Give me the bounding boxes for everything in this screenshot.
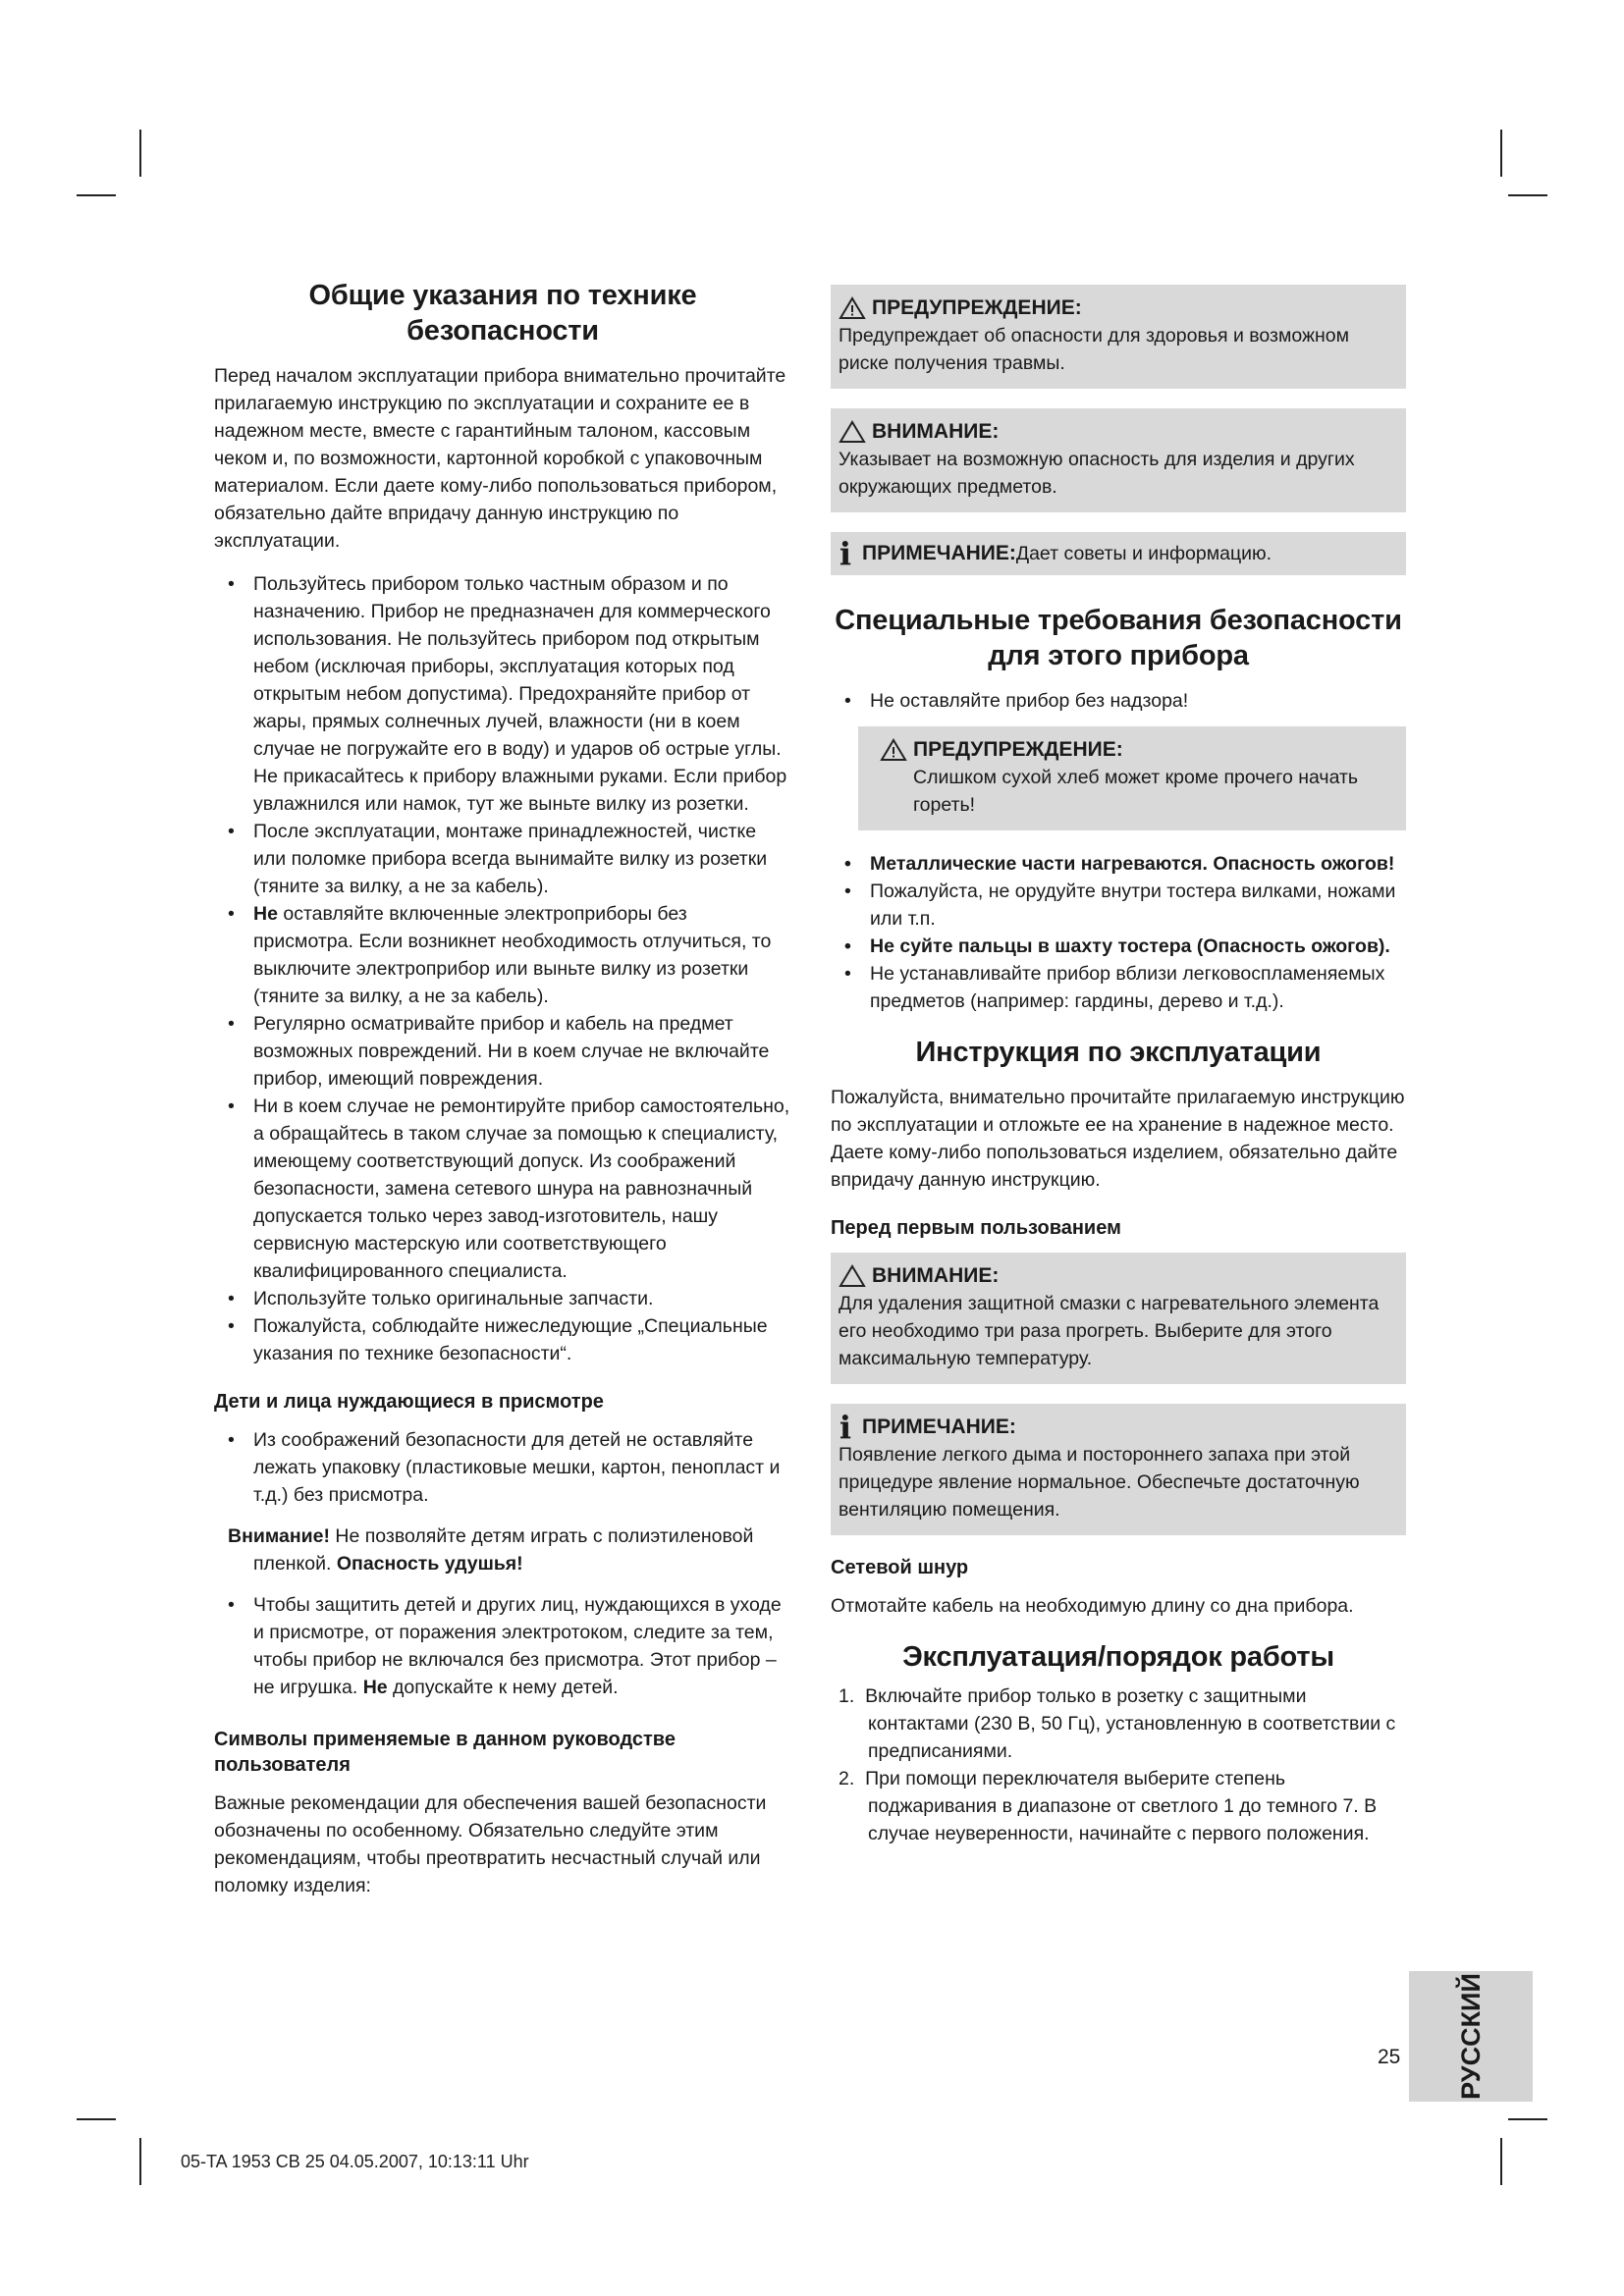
special-warning-box [858,726,1406,830]
list-item: • Не оставляйте включенные электроприборы без присмотра. Если возникнет необходимость отлучиться, то выключите электроприбор или выньте вилку из розетки (тяните за вилку, а не за кабель). [228,903,772,1007]
intro-paragraph: Перед началом эксплуатации прибора внимательно прочитайте прилагаемую инструкцию по эксплуатации и сохраните ее в надежном месте, вместе с гарантийным талоном, кассовым чеком и, по возможности, картонной коробкой с упаковочным материалом. Если даете кому-либо попользоваться прибором, обязательно дайте впридачу данную инструкцию по эксплуатации. [214,365,786,552]
note-head: ПРИМЕЧАНИЕ: [862,542,1016,564]
crop-mark [1508,194,1547,196]
symbols-paragraph: Важные рекомендации для обеспечения вашей безопасности обозначены по особенному. Обязательно следуйте этим рекомендациям, чтобы преотвратить несчастный случай или поломку изделия: [214,1792,767,1896]
warning-triangle-icon [839,296,866,320]
print-footer: 05-TA 1953 CB 25 04.05.2007, 10:13:11 Uhr [181,2152,529,2171]
first-use-heading: Перед первым пользованием [831,1217,1121,1239]
operation-steps [831,1682,1406,1847]
instructions-title: Инструкция по эксплуатации [915,1037,1322,1068]
instructions-paragraph: Пожалуйста, внимательно прочитайте прилагаемую инструкцию по эксплуатации и отложьте ее на хранение в надежное место. Даете кому-либо попользоваться изделием, обязательно дайте впридачу данную инструкцию. [831,1087,1405,1191]
list-item: • Пользуйтесь прибором только частным образом и по назначению. Прибор не предназначен для коммерческого использования. Не пользуйтесь прибором под открытым небом (исключая приборы, эксплуатация которых под открытым небом допустима). Предохраняйте прибор от жары, прямых солнечных лучей, влажности (ни в коем случае не погружайте его в воду) и ударов об острые углы. Не прикасайтесь к прибору влажными руками. Если прибор увлажнился или намок, тут же выньте вилку из розетки. [228,573,787,815]
page-number: 25 [1378,2046,1401,2068]
special-title-line1: Специальные требования безопасности [835,605,1402,636]
warning-triangle-icon [880,738,907,762]
list-item: 1. Включайте прибор только в розетку с защитными контактами (230 В, 50 Гц), установленную в соответствии с предписаниями. [839,1685,1396,1762]
warning-text: Предупреждает об опасности для здоровья и возможном риске получения травмы. [839,325,1350,374]
cord-heading: Сетевой шнур [831,1557,969,1578]
list-item: • Не оставляйте прибор без надзора! [844,690,1189,712]
warning-head: ПРЕДУПРЕЖДЕНИЕ: [872,296,1082,319]
crop-mark [77,2118,116,2120]
symbols-heading: Символы применяемые в данном руководстве пользователя [214,1729,676,1776]
list-item: • Ни в коем случае не ремонтируйте прибор самостоятельно, а обращайтесь в таком случае за помощью к специалисту, имеющему соответствующий допуск. Из соображений безопасности, замена сетевого шнура на равнозначный допускается только через завод-изготовитель, нашу сервисную мастерскую или соответствующего квалифицированного специалиста. [228,1095,790,1282]
right-column [831,285,1406,1847]
list-item: • Из соображений безопасности для детей не оставляйте лежать упаковку (пластиковые мешки, картон, пенопласт и т.д.) без присмотра. [228,1429,781,1506]
children-note: Внимание! Не позволяйте детям играть с полиэтиленовой пленкой. Опасность удушья! [228,1525,754,1575]
note-text: Дает советы и информацию. [1015,543,1272,564]
language-tab [1409,1971,1533,2102]
safety-bullet-list [214,570,791,1367]
list-item: • Пожалуйста, соблюдайте нижеследующие „Специальные указания по технике безопасности“. [228,1315,768,1364]
info-icon: i [839,535,852,572]
special-warning-head: ПРЕДУПРЕЖДЕНИЕ: [913,738,1123,761]
left-column [214,278,791,1899]
crop-mark [1500,130,1502,177]
list-item: • Не суйте пальцы в шахту тостера (Опасность ожогов). [844,935,1390,957]
crop-mark [139,2138,141,2185]
caution-triangle-icon [839,1264,866,1288]
note-box [831,532,1406,575]
operation-title: Эксплуатация/порядок работы [902,1641,1334,1673]
caution-text: Указывает на возможную опасность для изделия и других окружающих предметов. [839,449,1355,498]
info-icon: i [839,1409,852,1446]
language-tab-label: РУССКИЙ [1455,1973,1486,2100]
special-list-2 [831,850,1406,1015]
list-item: • Регулярно осматривайте прибор и кабель на предмет возможных повреждений. Ни в коем случае не включайте прибор, имеющий повреждения. [228,1013,770,1090]
first-use-caution-head: ВНИМАНИЕ: [872,1264,1000,1287]
crop-mark [77,194,116,196]
list-item: • Используйте только оригинальные запчасти. [228,1288,654,1309]
children-list [214,1426,791,1509]
children-heading: Дети и лица нуждающиеся в присмотре [214,1391,604,1413]
special-warning-text: Слишком сухой хлеб может кроме прочего начать гореть! [913,767,1359,816]
special-list [831,687,1406,715]
general-safety-title: Общие указания по технике безопасности [308,280,697,347]
caution-head: ВНИМАНИЕ: [872,420,1000,443]
first-use-note-head: ПРИМЕЧАНИЕ: [862,1415,1016,1438]
cord-paragraph: Отмотайте кабель на необходимую длину со дна прибора. [831,1595,1354,1617]
crop-mark [1500,2138,1502,2185]
list-item: • Не устанавливайте прибор вблизи легковоспламеняемых предметов (например: гардины, дерево и т.д.). [844,963,1385,1012]
crop-mark [1508,2118,1547,2120]
list-item: 2. При помощи переключателя выберите степень поджаривания в диапазоне от светлого 1 до темного 7. В случае неуверенности, начинайте с первого положения. [839,1768,1378,1844]
warning-box [831,285,1406,389]
caution-triangle-icon [839,420,866,444]
list-item: • Пожалуйста, не орудуйте внутри тостера вилками, ножами или т.п. [844,881,1396,930]
list-item: • Чтобы защитить детей и других лиц, нуждающихся в уходе и присмотре, от поражения электротоком, следите за тем, чтобы прибор не включался без присмотра. Этот прибор – не игрушка. Не допускайте к нему детей. [228,1594,782,1698]
first-use-caution-box [831,1253,1406,1384]
list-item: • Металлические части нагреваются. Опасность ожогов! [844,853,1395,875]
first-use-caution-text: Для удаления защитной смазки с нагревательного элемента его необходимо три раза прогреть. Выберите для этого максимальную температуру. [839,1293,1380,1369]
crop-mark [139,130,141,177]
list-item: • После эксплуатации, монтаже принадлежностей, чистке или поломке прибора всегда вынимайте вилку из розетки (тяните за вилку, а не за кабель). [228,821,768,897]
first-use-note-box [831,1404,1406,1535]
first-use-note-text: Появление легкого дыма и постороннего запаха при этой прицедуре явление нормальное. Обеспечьте достаточную вентиляцию помещения. [839,1444,1360,1521]
caution-box [831,408,1406,512]
special-title-line2: для этого прибора [988,640,1249,671]
children-list-2 [214,1591,791,1701]
